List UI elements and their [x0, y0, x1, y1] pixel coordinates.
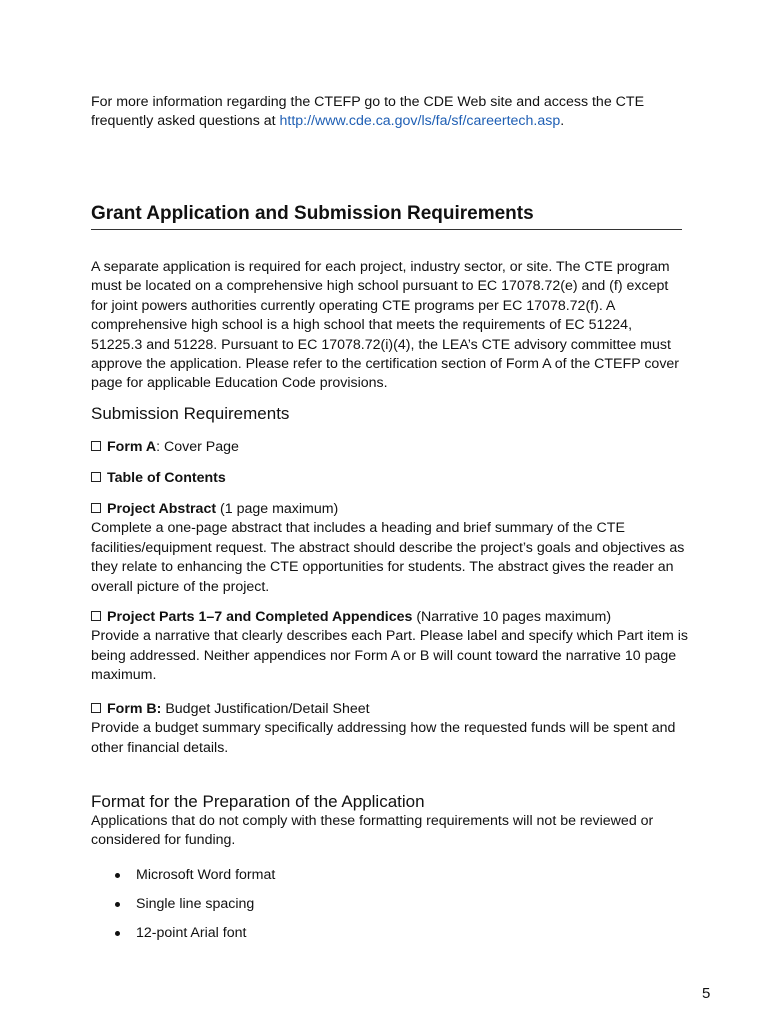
section-title: Grant Application and Submission Requirements	[91, 201, 682, 230]
form-b-rest: Budget Justification/Detail Sheet	[161, 701, 370, 717]
format-bullet-list	[91, 866, 275, 953]
list-item	[91, 895, 275, 924]
list-item	[91, 924, 275, 953]
cde-careertech-link[interactable]: http://www.cde.ca.gov/ls/fa/sf/careertech.asp	[279, 113, 561, 130]
form-b-label: Form B:	[107, 701, 162, 717]
form-a-rest: : Cover Page	[156, 439, 239, 455]
parts-description: Provide a narrative that clearly describes each Part. Please label and specify which Part item is being addressed. Neither appendices nor Form A or B will count toward the narrative 10 page maximum.	[91, 628, 688, 684]
intro-paragraph	[91, 93, 671, 132]
format-heading: Format for the Preparation of the Application	[91, 792, 425, 811]
bullet-text: Microsoft Word format	[136, 867, 276, 883]
list-item	[91, 866, 275, 895]
toc-label: Table of Contents	[107, 470, 226, 486]
abstract-rest: (1 page maximum)	[216, 501, 339, 517]
checklist-abstract	[91, 500, 691, 597]
overview-paragraph: A separate application is required for each project, industry sector, or site. The CTE program must be located on a comprehensive high school pursuant to EC 17078.72(e) and (f) except for joint powers authorities currently operating CTE programs per EC 17078.72(f). A comprehensive high school is a high school that meets the requirements of EC 51224, 51225.3 and 51228. Pursuant to EC 17078.72(i)(4), the LEA’s CTE advisory committee must approve the application. Please refer to the certification section of Form A of the CTEFP cover page for applicable Education Code provisions.	[91, 259, 680, 392]
checkbox-icon[interactable]	[91, 611, 101, 621]
parts-rest: (Narrative 10 pages maximum)	[412, 609, 612, 625]
checklist-toc	[91, 469, 691, 488]
checkbox-icon[interactable]	[91, 703, 101, 713]
parts-label: Project Parts 1–7 and Completed Appendices	[107, 609, 413, 625]
bullet-text: Single line spacing	[136, 896, 255, 912]
form-a-label: Form A	[107, 439, 157, 455]
bullet-icon	[115, 902, 120, 907]
checkbox-icon[interactable]	[91, 441, 101, 451]
submission-heading: Submission Requirements	[91, 404, 290, 423]
bullet-icon	[115, 873, 120, 878]
checkbox-icon[interactable]	[91, 503, 101, 513]
page-number: 5	[702, 985, 711, 1002]
intro-text: For more information regarding the CTEFP go to the CDE Web site and access the CTE frequently asked questions at	[91, 94, 645, 130]
checklist-form-a	[91, 438, 691, 457]
bullet-text: 12-point Arial font	[136, 925, 247, 941]
checklist-project-parts	[91, 608, 691, 686]
bullet-icon	[115, 931, 120, 936]
form-b-description: Provide a budget summary specifically addressing how the requested funds will be spent and other financial details.	[91, 720, 676, 756]
checkbox-icon[interactable]	[91, 472, 101, 482]
abstract-label: Project Abstract	[107, 501, 217, 517]
format-description: Applications that do not comply with these formatting requirements will not be reviewed or considered for funding.	[91, 813, 654, 849]
abstract-description: Complete a one-page abstract that includes a heading and brief summary of the CTE facilities/equipment request. The abstract should describe the project’s goals and objectives as they relate to enhancing the CTE opportunities for students. The abstract gives the reader an overall picture of the project.	[91, 520, 685, 595]
intro-end: .	[560, 113, 565, 130]
checklist-form-b	[91, 700, 691, 758]
